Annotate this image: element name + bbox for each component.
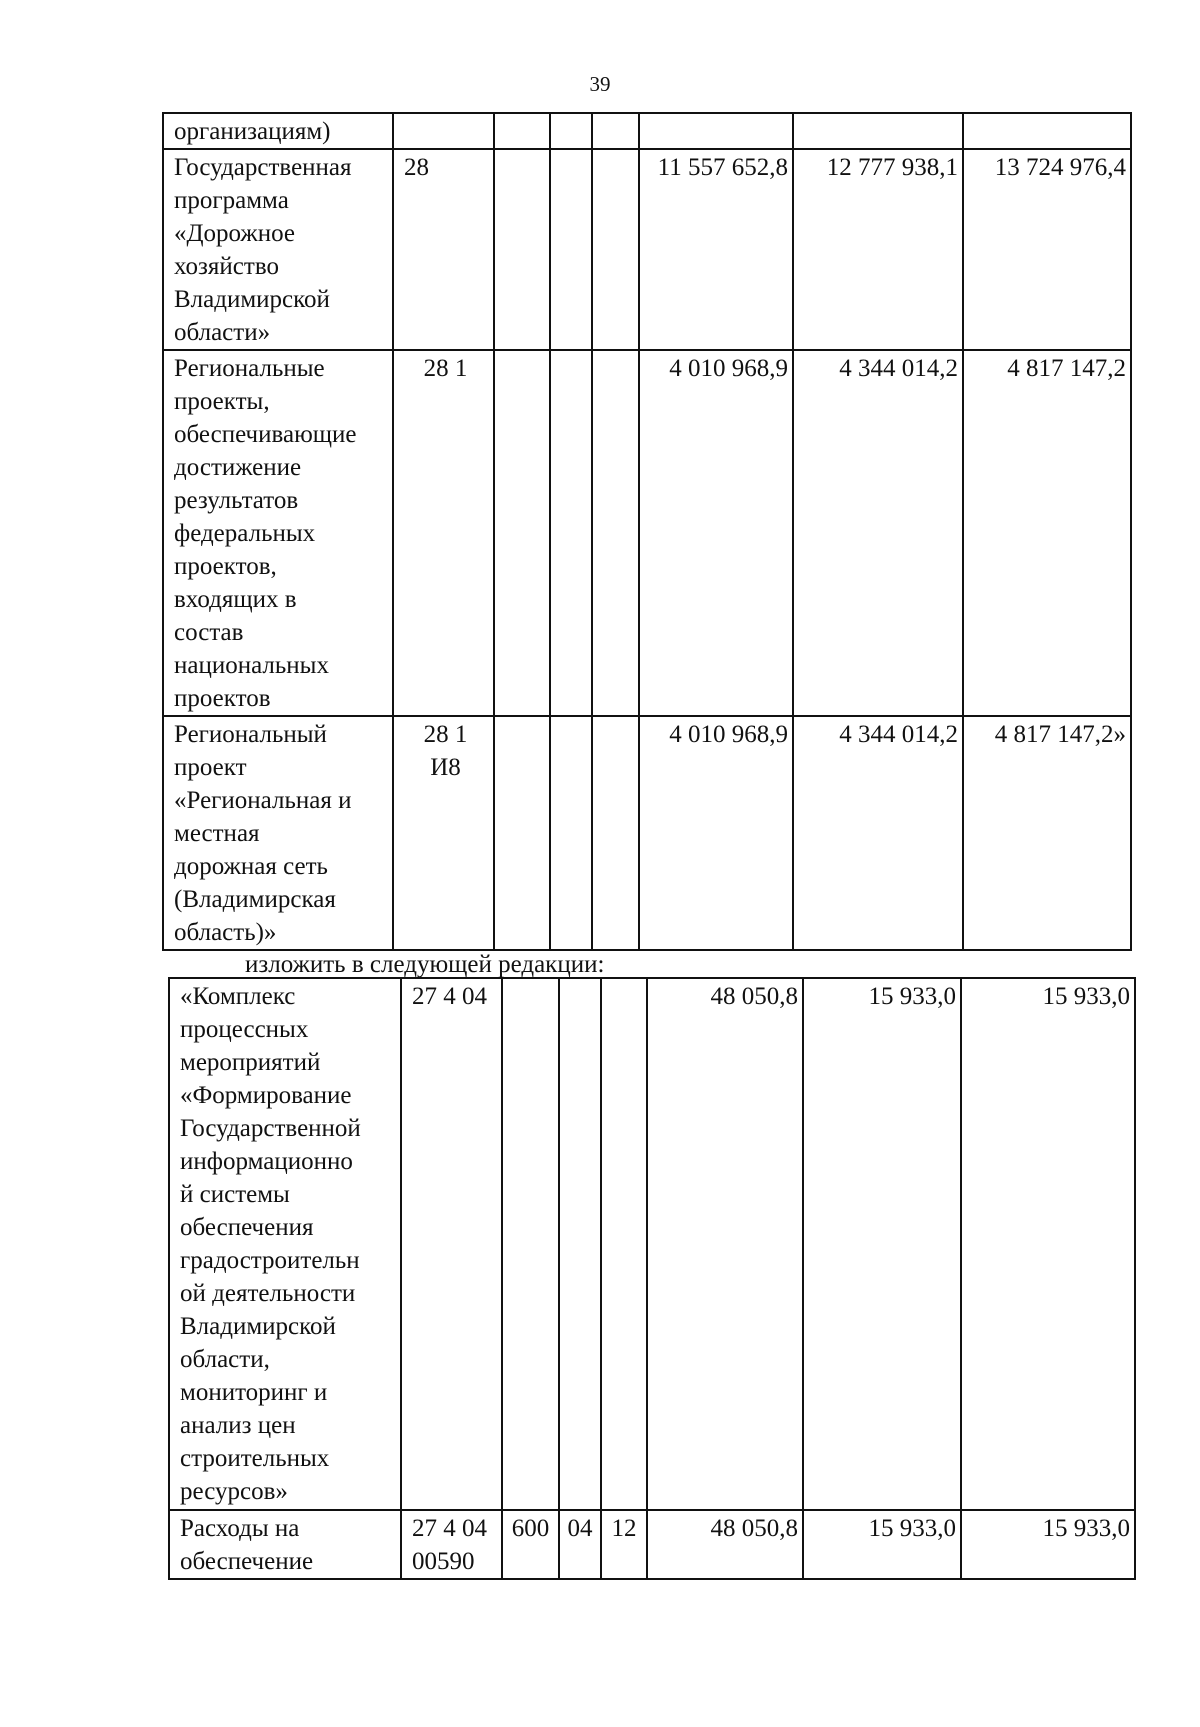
section-code [550,716,592,950]
target-code-line: И8 [430,754,461,781]
row-name-line: Государственной [180,1115,361,1142]
amount-year-2: 15 933,0 [803,978,961,1510]
amount-year-1: 4 010 968,9 [639,350,793,716]
page-number: 39 [589,72,611,96]
table-row [169,978,1135,1510]
table-row [163,113,1131,149]
expense-type-code [494,113,550,149]
section-code [550,149,592,350]
section-code [550,350,592,716]
row-name-line: обеспечивающие [174,421,357,448]
row-name-line: мониторинг и [180,1379,328,1406]
amount-year-1: 48 050,8 [647,978,803,1510]
row-name-line: обеспечение [180,1548,314,1575]
amount-year-2: 12 777 938,1 [793,149,963,350]
section-code: 04 [559,1510,601,1579]
row-name [169,978,401,1510]
target-code-line: 27 4 04 [412,1515,487,1542]
row-name-line: «Региональная и [174,787,352,814]
row-name-line: ой деятельности [180,1280,356,1307]
subsection-code [592,716,639,950]
row-name-line: информационно [180,1148,353,1175]
expense-type-code [502,978,559,1510]
row-name-line: Региональные [174,355,325,382]
target-code [393,716,494,950]
section-code [550,113,592,149]
table-row [169,1510,1135,1579]
row-name-line: программа [174,187,289,214]
row-name-line: й системы [180,1181,290,1208]
row-name-line: состав [174,619,244,646]
amount-year-2: 15 933,0 [803,1510,961,1579]
expense-type-code [494,716,550,950]
amount-year-2 [793,113,963,149]
subsection-code [592,149,639,350]
row-name-line: «Дорожное [174,220,295,247]
row-name-line: «Формирование [180,1082,352,1109]
amount-year-3: 13 724 976,4 [963,149,1131,350]
target-code [401,978,502,1510]
row-name-line: организациям) [174,118,331,145]
amount-year-2: 4 344 014,2 [793,716,963,950]
row-name-line: области» [174,319,271,346]
row-name [163,350,393,716]
row-name [163,113,393,149]
expense-type-code [494,350,550,716]
table-row [163,716,1131,950]
amount-year-3: 4 817 147,2 [963,350,1131,716]
target-code-line: 28 1 [423,355,468,382]
row-name-line: градостроительн [180,1247,360,1274]
amount-year-2: 4 344 014,2 [793,350,963,716]
target-code-line: 27 4 04 [412,983,487,1010]
row-name-line: Государственная [174,154,352,181]
row-name-line: ресурсов» [180,1478,288,1505]
amount-year-3: 15 933,0 [961,1510,1135,1579]
subsection-code: 12 [601,1510,647,1579]
row-name-line: область)» [174,919,277,946]
row-name-line: дорожная сеть [174,853,328,880]
row-name-line: достижение [174,454,302,481]
row-name [163,149,393,350]
amount-year-1: 11 557 652,8 [639,149,793,350]
target-code-line: 28 1 [423,721,468,748]
row-name-line: федеральных [174,520,316,547]
target-code [393,113,494,149]
target-code-line: 28 [404,154,429,181]
row-name-line: обеспечения [180,1214,314,1241]
row-name-line: Владимирской [180,1313,336,1340]
row-name-line: Владимирской [174,286,330,313]
row-name-line: проектов, [174,553,277,580]
subsection-code [592,350,639,716]
row-name-line: анализ цен [180,1412,296,1439]
row-name-line: проектов [174,685,271,712]
budget-table-original [162,112,1132,951]
budget-table-new-edition [168,977,1136,1580]
row-name-line: процессных [180,1016,309,1043]
row-name-line: входящих в [174,586,297,613]
target-code [401,1510,502,1579]
amendment-instruction: изложить в следующей редакции: [245,951,605,978]
amount-year-3 [963,113,1131,149]
row-name [169,1510,401,1579]
row-name-line: Расходы на [180,1515,300,1542]
amount-year-1: 48 050,8 [647,1510,803,1579]
row-name-line: мероприятий [180,1049,321,1076]
row-name-line: строительных [180,1445,330,1472]
section-code [559,978,601,1510]
table-row [163,149,1131,350]
row-name [163,716,393,950]
expense-type-code [494,149,550,350]
target-code [393,350,494,716]
row-name-line: хозяйство [174,253,279,280]
amount-year-3: 15 933,0 [961,978,1135,1510]
row-name-line: результатов [174,487,299,514]
subsection-code [601,978,647,1510]
row-name-line: Региональный [174,721,327,748]
row-name-line: области, [180,1346,270,1373]
amount-year-1: 4 010 968,9 [639,716,793,950]
row-name-line: проект [174,754,247,781]
row-name-line: проекты, [174,388,270,415]
amount-year-1 [639,113,793,149]
amount-year-3: 4 817 147,2» [963,716,1131,950]
subsection-code [592,113,639,149]
expense-type-code: 600 [502,1510,559,1579]
target-code-line: 00590 [412,1548,475,1575]
row-name-line: местная [174,820,260,847]
table-row [163,350,1131,716]
row-name-line: национальных [174,652,329,679]
target-code [393,149,494,350]
row-name-line: (Владимирская [174,886,336,913]
row-name-line: «Комплекс [180,983,296,1010]
